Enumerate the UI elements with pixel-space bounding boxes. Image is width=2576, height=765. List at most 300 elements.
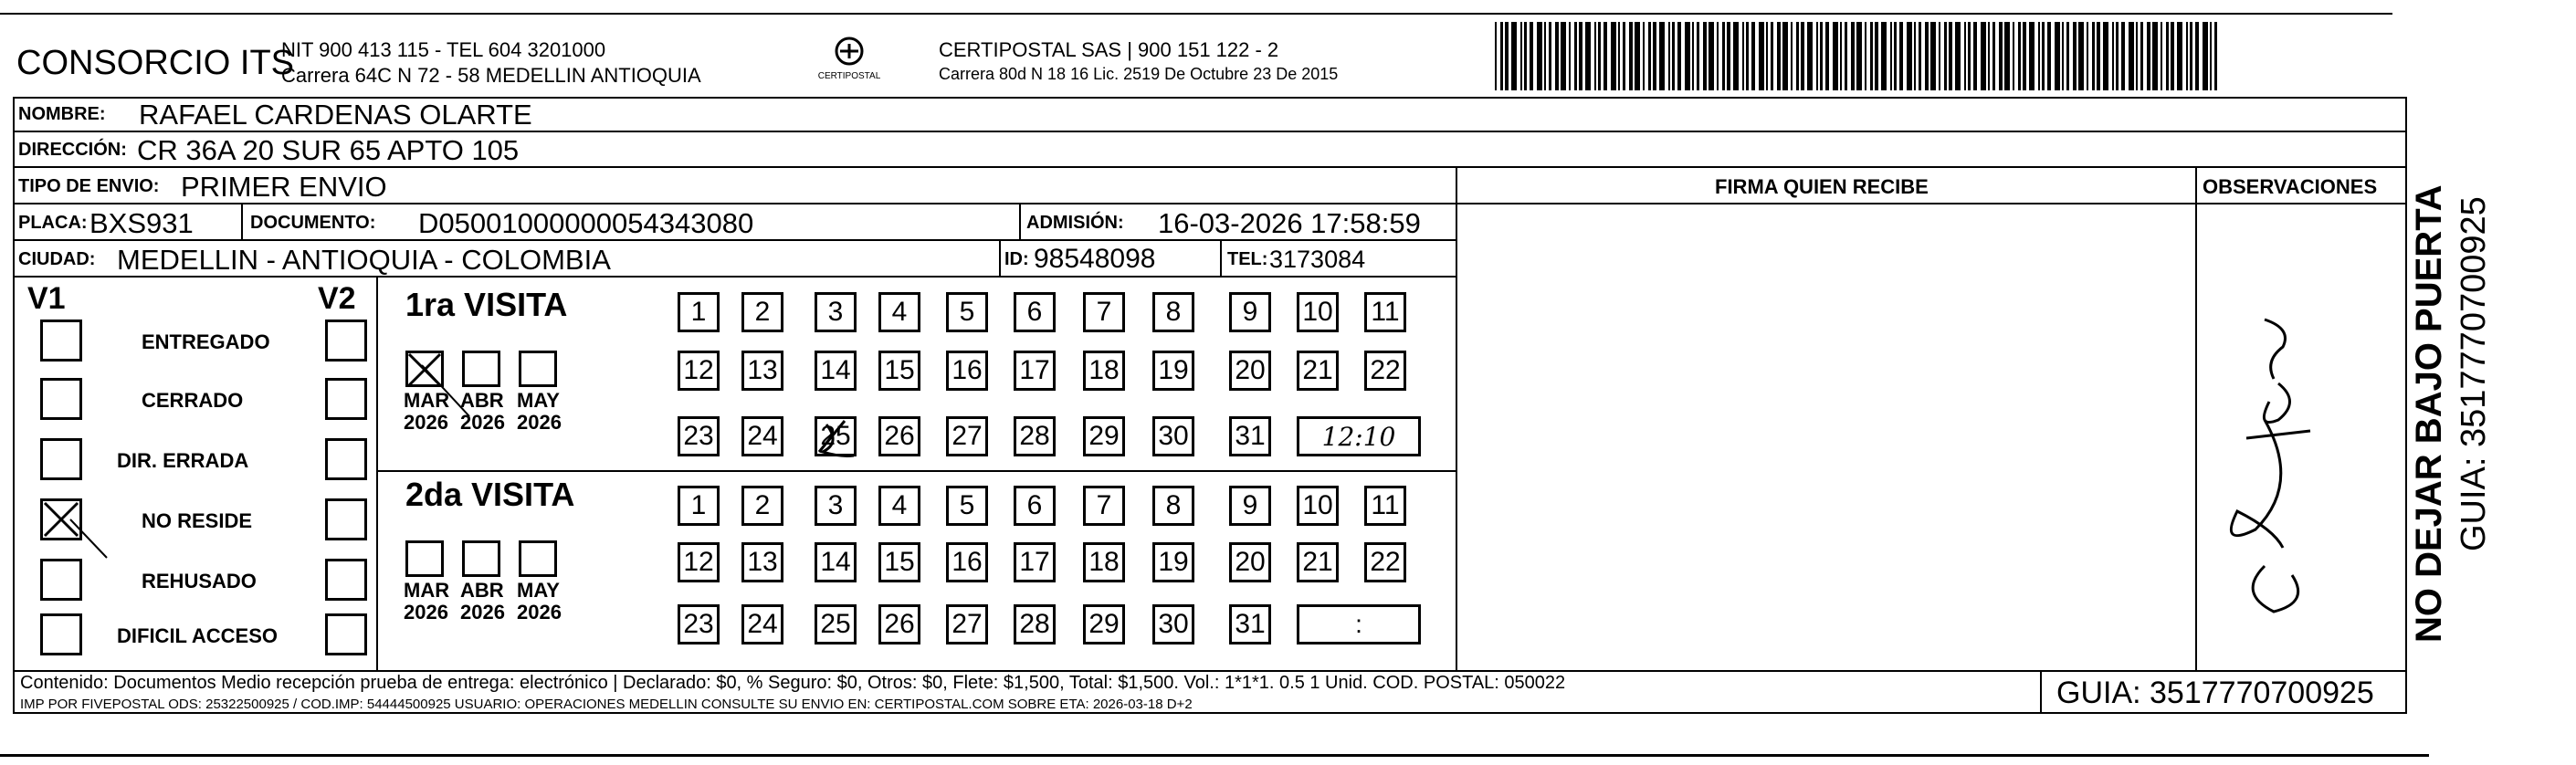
day-box[interactable] <box>878 542 920 582</box>
barcode-bar <box>1925 22 1929 90</box>
barcode-bar <box>1561 22 1566 90</box>
v1-checkbox[interactable] <box>40 498 82 540</box>
day-number: 13 <box>747 547 778 577</box>
day-number: 17 <box>1019 355 1050 385</box>
observaciones-header: OBSERVACIONES <box>2203 175 2378 198</box>
documento-value: D05001000000054343080 <box>418 207 754 239</box>
barcode-bar <box>1914 22 1916 90</box>
v1-checkbox[interactable] <box>40 613 82 655</box>
row-line-1 <box>13 131 2407 132</box>
grid-bottom <box>13 712 2407 714</box>
placa-value: BXS931 <box>89 207 194 239</box>
footer-line-1: Contenido: Documentos Medio recepción prueba de entrega: electrónico | Declarado: $0, % Seguro: $0, Otros: $0, Flete: $1,500, Total: $1,500. Vol.: 1*1*1. 0.5 1 Unid. COD. POSTAL: 050022 <box>20 673 1566 693</box>
grid-left <box>13 97 15 712</box>
day-box[interactable] <box>815 292 857 332</box>
barcode-bar <box>2004 22 2010 90</box>
barcode-bar <box>2062 22 2064 90</box>
barcode-bar <box>1845 22 1847 90</box>
barcode-bar <box>2087 22 2088 90</box>
day-box[interactable] <box>946 486 988 526</box>
day-box[interactable] <box>741 542 783 582</box>
day-number: 9 <box>1242 490 1258 520</box>
barcode-bar <box>1746 22 1749 90</box>
barcode-bar <box>2112 22 2114 90</box>
barcode-bar <box>1668 22 1670 90</box>
side-guia: GUIA: 3517770700925 <box>2455 196 2493 551</box>
status-label: ENTREGADO <box>142 330 270 353</box>
barcode-bar <box>1840 22 1842 90</box>
top-rule <box>0 13 2392 15</box>
day-box[interactable] <box>878 486 920 526</box>
barcode-bar <box>1992 22 1995 90</box>
company-nit: NIT 900 413 115 - TEL 604 3201000 <box>281 38 606 61</box>
guia-divider <box>2040 670 2042 712</box>
col-divider-obs <box>2195 166 2197 670</box>
day-number: 6 <box>1026 297 1043 327</box>
day-box[interactable] <box>946 542 988 582</box>
barcode-bar <box>1574 22 1577 90</box>
barcode-bar <box>2078 22 2084 90</box>
barcode-bar <box>1782 22 1788 90</box>
certipostal-logo <box>813 35 886 88</box>
day-box[interactable] <box>678 292 720 332</box>
day-box[interactable] <box>741 416 783 456</box>
month-label: ABR <box>460 579 504 602</box>
day-box[interactable] <box>741 604 783 644</box>
day-number: 22 <box>1370 547 1401 577</box>
day-number: 13 <box>747 355 778 385</box>
day-box[interactable] <box>946 351 988 391</box>
v1-label: V1 <box>27 281 66 316</box>
placa-label: PLACA: <box>18 213 88 233</box>
status-visit-divider <box>376 276 378 670</box>
day-box[interactable] <box>1014 486 1056 526</box>
day-number: 24 <box>747 609 778 639</box>
carrier-address: Carrera 80d N 18 16 Lic. 2519 De Octubre 23 De 2015 <box>939 65 1339 83</box>
day-number: 16 <box>952 355 983 385</box>
time-value: 12:10 <box>1321 421 1396 452</box>
footer-line-2: IMP POR FIVEPOSTAL ODS: 25322500925 / COD.IMP: 54444500925 USUARIO: OPERACIONES MEDELLIN CONSULTE SU ENVIO EN: CERTIPOSTAL.COM SOBRE ETA: 2026-03-18 D+2 <box>20 697 1193 712</box>
barcode-bar <box>1697 22 1699 90</box>
barcode-bar <box>1733 22 1739 90</box>
month-label: MAR <box>404 579 450 602</box>
day-box[interactable] <box>1364 486 1406 526</box>
status-label: DIFICIL ACCESO <box>117 624 279 647</box>
barcode-bar <box>1988 22 1990 90</box>
barcode-bar <box>1964 22 1966 90</box>
day-box[interactable] <box>1083 351 1125 391</box>
day-box[interactable] <box>1152 604 1194 644</box>
barcode-bar <box>2214 22 2217 90</box>
day-box[interactable] <box>1083 542 1125 582</box>
v2-checkbox[interactable] <box>325 613 367 655</box>
barcode-bar <box>1742 22 1744 90</box>
barcode-bar <box>1520 22 1522 90</box>
day-number: 24 <box>747 421 778 451</box>
v2-checkbox[interactable] <box>325 378 367 420</box>
documento-label: DOCUMENTO: <box>250 213 376 233</box>
barcode-bar <box>2013 22 2014 90</box>
day-box[interactable] <box>1014 604 1056 644</box>
barcode-bar <box>1717 22 1719 90</box>
day-box[interactable] <box>1014 351 1056 391</box>
barcode-bar <box>1820 22 1823 90</box>
day-number: 3 <box>827 490 844 520</box>
day-number: 20 <box>1235 547 1266 577</box>
month-checkbox[interactable] <box>462 540 500 577</box>
row-line-6 <box>13 670 2407 672</box>
barcode-bar <box>1618 22 1620 90</box>
barcode-bar <box>2140 22 2143 90</box>
barcode-bar <box>1796 22 1799 90</box>
day-number: 18 <box>1088 355 1120 385</box>
footer-guia: GUIA: 3517770700925 <box>2056 676 2374 710</box>
month-label: MAY <box>517 389 560 412</box>
day-number: 29 <box>1088 609 1120 639</box>
barcode-bar <box>1865 22 1866 90</box>
day-box[interactable] <box>1229 604 1271 644</box>
barcode-bar <box>2047 22 2051 90</box>
day-box[interactable] <box>1364 351 1406 391</box>
day-number: 23 <box>683 421 714 451</box>
day-number: 17 <box>1019 547 1050 577</box>
day-box[interactable] <box>1229 416 1271 456</box>
barcode-bar <box>1537 22 1542 90</box>
day-box[interactable] <box>741 351 783 391</box>
year-label: 2026 <box>517 601 562 624</box>
ciudad-label: CIUDAD: <box>18 249 96 269</box>
day-box[interactable] <box>946 604 988 644</box>
day-box[interactable] <box>1229 542 1271 582</box>
v2-checkbox[interactable] <box>325 498 367 540</box>
day-number: 1 <box>690 490 707 520</box>
day-number: 11 <box>1371 297 1400 327</box>
day-number: 21 <box>1302 547 1333 577</box>
day-box[interactable] <box>1152 416 1194 456</box>
v1-checkbox[interactable] <box>40 320 82 362</box>
day-box[interactable] <box>678 351 720 391</box>
day-box[interactable] <box>1297 542 1339 582</box>
direccion-label: DIRECCIÓN: <box>18 140 127 160</box>
ciudad-value: MEDELLIN - ANTIOQUIA - COLOMBIA <box>117 244 611 276</box>
month-checkbox[interactable] <box>519 351 557 387</box>
col-divider-firma <box>1456 166 1457 670</box>
barcode-bar <box>2029 22 2035 90</box>
barcode-bar <box>1672 22 1675 90</box>
year-label: 2026 <box>404 601 448 624</box>
barcode-bar <box>1653 22 1656 90</box>
v2-checkbox[interactable] <box>325 320 367 362</box>
day-box[interactable] <box>1297 292 1339 332</box>
day-box[interactable] <box>1014 292 1056 332</box>
day-number: 5 <box>959 490 975 520</box>
barcode-bar <box>1890 22 1892 90</box>
barcode-bar <box>2147 22 2150 90</box>
day-box[interactable] <box>1152 292 1194 332</box>
barcode-bar <box>1598 22 1601 90</box>
day-number: 4 <box>891 297 908 327</box>
barcode-bar <box>1751 22 1755 90</box>
barcode-bar <box>1569 22 1571 90</box>
barcode-bar <box>1623 22 1625 90</box>
day-box[interactable] <box>1083 486 1125 526</box>
day-box[interactable] <box>815 604 857 644</box>
barcode-bar <box>1833 22 1838 90</box>
barcode-bar <box>2066 22 2069 90</box>
day-box[interactable] <box>678 416 720 456</box>
barcode-bar <box>1807 22 1813 90</box>
v1-checkbox[interactable] <box>40 559 82 601</box>
day-number: 29 <box>1088 421 1120 451</box>
barcode-bar <box>1709 22 1714 90</box>
day-number: 12 <box>683 547 714 577</box>
barcode-bar <box>1777 22 1781 90</box>
day-box[interactable] <box>1014 542 1056 582</box>
day-number: 6 <box>1026 490 1043 520</box>
barcode-bar <box>1611 22 1616 90</box>
time-box[interactable] <box>1297 416 1421 456</box>
barcode-bar <box>1919 22 1921 90</box>
id-divider <box>999 239 1001 276</box>
tel-divider <box>1220 239 1222 276</box>
barcode-bar <box>1727 22 1730 90</box>
month-label: ABR <box>460 389 504 412</box>
day-box[interactable] <box>678 604 720 644</box>
tipo-label: TIPO DE ENVIO: <box>18 176 160 196</box>
day-box[interactable] <box>1229 292 1271 332</box>
barcode-bar <box>2166 22 2169 90</box>
nombre-value: RAFAEL CARDENAS OLARTE <box>139 99 532 131</box>
day-box[interactable] <box>1364 542 1406 582</box>
day-box[interactable] <box>1083 416 1125 456</box>
barcode-bar <box>1585 22 1591 90</box>
day-box[interactable] <box>878 604 920 644</box>
day-number: 21 <box>1302 355 1333 385</box>
day-number: 7 <box>1096 297 1112 327</box>
observaciones-signature <box>2210 292 2338 621</box>
day-box[interactable] <box>946 292 988 332</box>
barcode-bar <box>2055 22 2060 90</box>
day-number: 10 <box>1302 490 1333 520</box>
barcode-bar <box>1659 22 1665 90</box>
barcode-bar <box>1511 22 1517 90</box>
grid-right <box>2405 97 2407 712</box>
barcode-bar <box>1500 22 1503 90</box>
barcode-bar <box>1894 22 1897 90</box>
row-line-3 <box>13 203 2407 204</box>
year-label: 2026 <box>460 411 505 434</box>
day-number: 27 <box>952 609 983 639</box>
barcode-bar <box>1999 22 2003 90</box>
status-label: CERRADO <box>142 389 244 412</box>
barcode-bar <box>1955 22 1961 90</box>
month-checkbox[interactable] <box>519 540 557 577</box>
day-number: 10 <box>1302 297 1333 327</box>
id-label: ID: <box>1004 249 1029 269</box>
day-number: 31 <box>1235 421 1266 451</box>
barcode-bar <box>1629 22 1633 90</box>
day-number: 7 <box>1096 490 1112 520</box>
barcode-bar <box>2190 22 2192 90</box>
barcode-bar <box>1495 22 1497 90</box>
month-checkbox[interactable] <box>405 351 444 387</box>
day-box[interactable] <box>815 486 857 526</box>
day-number: 1 <box>690 297 707 327</box>
row-line-2 <box>13 166 2407 168</box>
barcode-bar <box>1594 22 1596 90</box>
v1-checkbox[interactable] <box>40 378 82 420</box>
month-label: MAY <box>517 579 560 602</box>
day-box[interactable] <box>678 542 720 582</box>
day-number: 25 <box>820 609 851 639</box>
barcode-bar <box>1801 22 1804 90</box>
barcode-bar <box>1677 22 1681 90</box>
barcode-bar <box>1530 22 1533 90</box>
barcode-bar <box>2161 22 2162 90</box>
barcode-bar <box>2121 22 2125 90</box>
day-number: 26 <box>884 609 915 639</box>
day-number: 30 <box>1158 421 1189 451</box>
day-box[interactable] <box>878 351 920 391</box>
day-number: 15 <box>884 547 915 577</box>
company-name: CONSORCIO ITS <box>16 44 295 82</box>
barcode-bar <box>1549 22 1551 90</box>
month-checkbox[interactable] <box>462 351 500 387</box>
barcode-bar <box>1722 22 1725 90</box>
barcode-bar <box>1856 22 1862 90</box>
barcode-bar <box>2152 22 2158 90</box>
day-box[interactable] <box>1152 351 1194 391</box>
day-box[interactable] <box>1083 604 1125 644</box>
day-number: 26 <box>884 421 915 451</box>
visit-title: 2da VISITA <box>405 476 575 513</box>
barcode-bar <box>2073 22 2077 90</box>
day-box[interactable] <box>878 292 920 332</box>
firma-header: FIRMA QUIEN RECIBE <box>1715 175 1929 198</box>
month-label: MAR <box>404 389 450 412</box>
day-box[interactable] <box>741 292 783 332</box>
time-box[interactable] <box>1297 604 1421 644</box>
day-box[interactable] <box>1152 542 1194 582</box>
carrier-name: CERTIPOSTAL SAS | 900 151 122 - 2 <box>939 38 1279 61</box>
visit-title: 1ra VISITA <box>405 286 568 323</box>
barcode-bar <box>1524 22 1527 90</box>
day-number: 2 <box>754 490 771 520</box>
day-number: 23 <box>683 609 714 639</box>
barcode-bar <box>1505 22 1509 90</box>
barcode-bar <box>2136 22 2138 90</box>
barcode-bar <box>1881 22 1887 90</box>
row-line-4 <box>13 239 1456 241</box>
day-number: 20 <box>1235 355 1266 385</box>
barcode <box>1495 22 2225 90</box>
row-line-5 <box>13 276 1456 278</box>
day-box[interactable] <box>1229 351 1271 391</box>
barcode-bar <box>1703 22 1707 90</box>
day-number: 14 <box>820 547 851 577</box>
day-box[interactable] <box>741 486 783 526</box>
day-box[interactable] <box>815 542 857 582</box>
barcode-bar <box>1981 22 1986 90</box>
barcode-bar <box>1555 22 1559 90</box>
v2-checkbox[interactable] <box>325 559 367 601</box>
barcode-bar <box>2116 22 2119 90</box>
day-box[interactable] <box>1083 292 1125 332</box>
day-box[interactable] <box>1152 486 1194 526</box>
day-box[interactable] <box>1229 486 1271 526</box>
status-label: REHUSADO <box>142 570 257 592</box>
barcode-bar <box>1766 22 1768 90</box>
v1-checkbox[interactable] <box>40 438 82 480</box>
day-box[interactable] <box>1297 486 1339 526</box>
day-number: 16 <box>952 547 983 577</box>
tel-label: TEL: <box>1227 249 1268 269</box>
day-box[interactable] <box>815 416 857 456</box>
barcode-bar <box>1930 22 1936 90</box>
barcode-bar <box>2092 22 2095 90</box>
year-label: 2026 <box>460 601 505 624</box>
barcode-bar <box>1544 22 1546 90</box>
day-number: 15 <box>884 355 915 385</box>
id-value: 98548098 <box>1034 244 1156 274</box>
no-dejar-bajo-puerta: NO DEJAR BAJO PUERTA <box>2409 184 2449 643</box>
day-box[interactable] <box>1364 292 1406 332</box>
day-box[interactable] <box>1014 416 1056 456</box>
visit-divider <box>376 470 1457 472</box>
barcode-bar <box>2097 22 2100 90</box>
day-box[interactable] <box>1297 351 1339 391</box>
barcode-bar <box>1791 22 1793 90</box>
barcode-bar <box>1870 22 1873 90</box>
barcode-bar <box>1825 22 1829 90</box>
day-number: 2 <box>754 297 771 327</box>
barcode-bar <box>1899 22 1903 90</box>
barcode-bar <box>1944 22 1947 90</box>
barcode-bar <box>2171 22 2174 90</box>
day-number: 28 <box>1019 609 1050 639</box>
month-checkbox[interactable] <box>405 540 444 577</box>
barcode-bar <box>1875 22 1878 90</box>
year-label: 2026 <box>404 411 448 434</box>
day-number: 22 <box>1370 355 1401 385</box>
year-label: 2026 <box>517 411 562 434</box>
direccion-value: CR 36A 20 SUR 65 APTO 105 <box>137 134 520 166</box>
day-number: 19 <box>1158 547 1189 577</box>
day-number: 19 <box>1158 355 1189 385</box>
day-box[interactable] <box>878 416 920 456</box>
svg-text:CERTIPOSTAL: CERTIPOSTAL <box>817 71 881 81</box>
day-box[interactable] <box>946 416 988 456</box>
v2-checkbox[interactable] <box>325 438 367 480</box>
tel-value: 3173084 <box>1269 246 1366 273</box>
tipo-value: PRIMER ENVIO <box>181 171 387 203</box>
status-label: DIR. ERRADA <box>117 449 249 472</box>
barcode-bar <box>2129 22 2134 90</box>
company-address: Carrera 64C N 72 - 58 MEDELLIN ANTIOQUIA <box>281 64 701 87</box>
barcode-bar <box>2103 22 2108 90</box>
barcode-bar <box>1648 22 1651 90</box>
barcode-bar <box>1771 22 1773 90</box>
admision-value: 16-03-2026 17:58:59 <box>1158 207 1421 239</box>
day-box[interactable] <box>815 351 857 391</box>
barcode-bar <box>2018 22 2021 90</box>
day-box[interactable] <box>678 486 720 526</box>
day-number: 3 <box>827 297 844 327</box>
barcode-bar <box>1603 22 1607 90</box>
day-number: 31 <box>1235 609 1266 639</box>
day-number: 4 <box>891 490 908 520</box>
admision-divider <box>1019 203 1021 239</box>
